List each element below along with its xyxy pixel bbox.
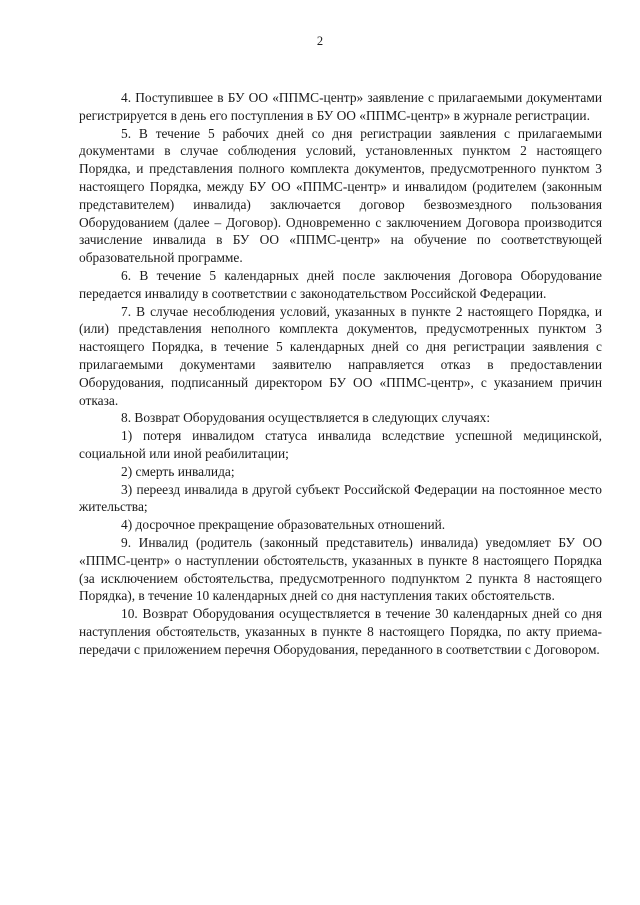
paragraph-item-6: 6. В течение 5 календарных дней после заключения Договора Оборудование передается инвалиду в соответствии с законодательством Российской Федерации.: [79, 267, 602, 301]
subitem-8-3: 3) переезд инвалида в другой субъект Российской Федерации на постоянное место жительства;: [79, 481, 602, 515]
subitem-8-4: 4) досрочное прекращение образовательных отношений.: [121, 517, 446, 533]
paragraph-item-10: 10. Возврат Оборудования осуществляется в течение 30 календарных дней со дня наступления обстоятельств, указанных в пункте 8 настоящего Порядка, по акту приема-передачи с приложением перечня Оборудования, переданного в соответствии с Договором.: [79, 606, 602, 657]
paragraph-item-5: 5. В течение 5 рабочих дней со дня регистрации заявления с прилагаемыми документами в случае соблюдения условий, установленных пунктом 2 настоящего Порядка, и представления полного комплекта документов, предусмотренного пунктом 3 настоящего Порядка, между БУ ОО «ППМС-центр» и инвалидом (родителем (законным представителем) инвалида) заключается договор безвозмездного пользования Оборудованием (далее – Договор). Одновременно с заключением Договора производится зачисление инвалида в БУ ОО «ППМС-центр» на обучение по соответствующей образовательной программе.: [79, 125, 602, 266]
subitem-8-1: 1) потеря инвалидом статуса инвалида вследствие успешной медицинской, социальной или иной реабилитации;: [79, 428, 602, 461]
paragraph-item-8: 8. Возврат Оборудования осуществляется в следующих случаях:: [121, 410, 491, 426]
paragraph-item-7: 7. В случае несоблюдения условий, указанных в пункте 2 настоящего Порядка, и (или) представления неполного комплекта документов, предусмотренных пунктом 3 настоящего Порядка, в течение 5 календарных дней со дня регистрации заявления с прилагаемыми документами заявителю направляется отказ в предоставлении Оборудования, подписанный директором БУ ОО «ППМС-центр», с указанием причин отказа.: [79, 303, 602, 408]
document-body: [79, 89, 602, 659]
subitem-8-2: 2) смерть инвалида;: [121, 463, 235, 479]
paragraph-item-9: 9. Инвалид (родитель (законный представитель) инвалида) уведомляет БУ ОО «ППМС-центр» о наступлении обстоятельств, указанных в пункте 8 настоящего Порядка (за исключением обстоятельства, предусмотренного подпунктом 2 пункта 8 настоящего Порядка), в течение 10 календарных дней со дня наступления таких обстоятельств.: [79, 534, 602, 604]
paragraph-item-4: 4. Поступившее в БУ ОО «ППМС-центр» заявление с прилагаемыми документами регистрируется в день его поступления в БУ ОО «ППМС-центр» в журнале регистрации.: [79, 90, 602, 123]
page-number: 2: [316, 34, 324, 48]
